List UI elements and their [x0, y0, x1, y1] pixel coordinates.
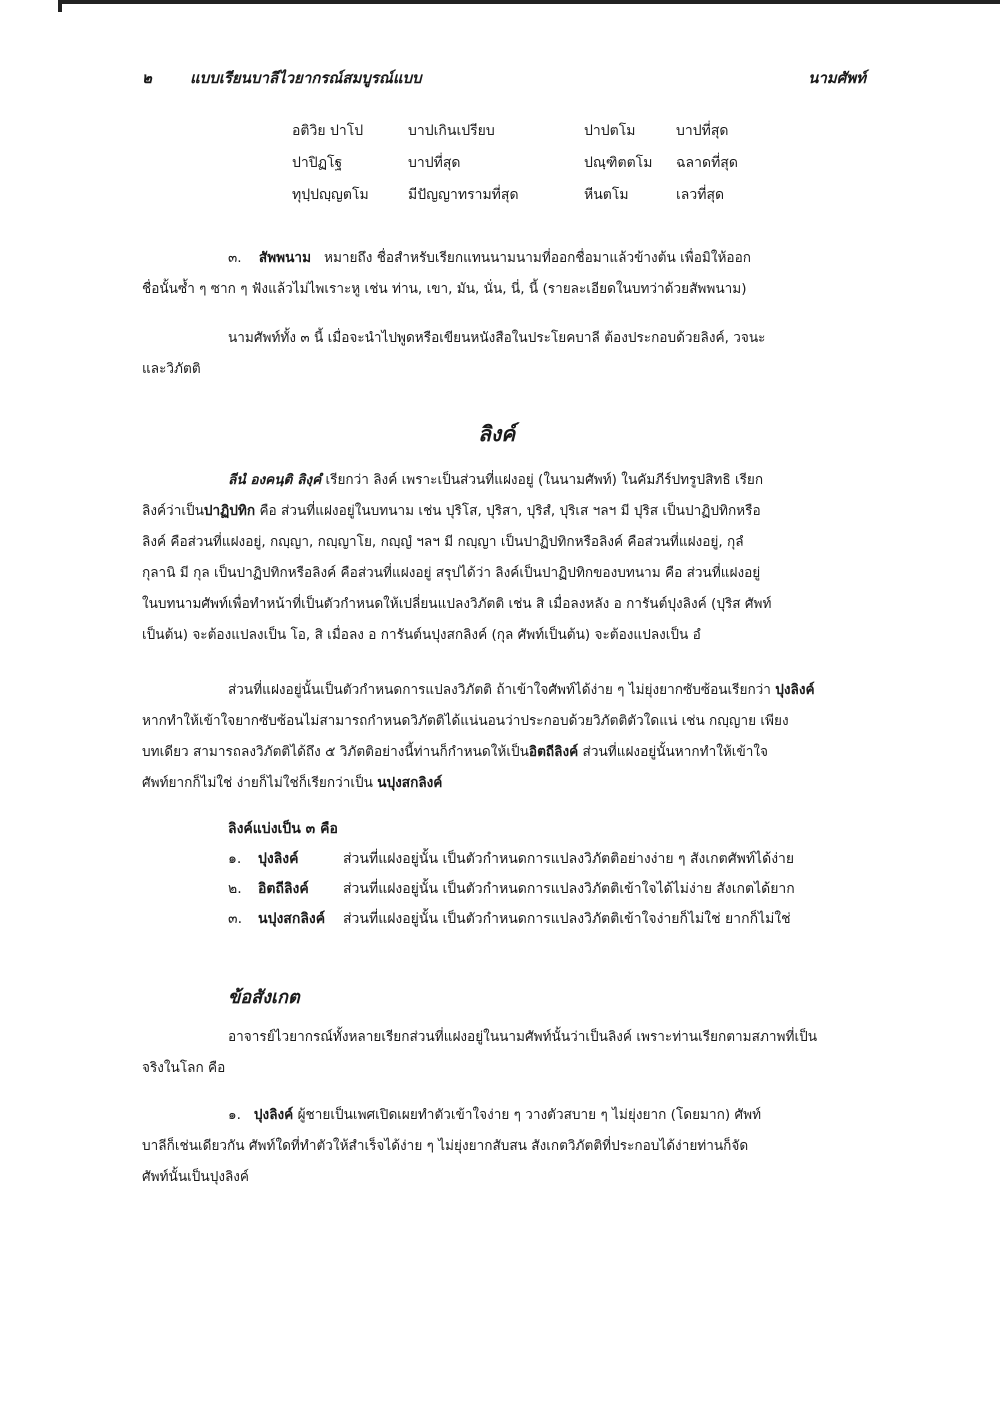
- scan-edge-line: [58, 0, 1000, 4]
- linga-types-text: ส่วนที่แฝงอยู่นั้นหากทำให้เข้าใจ: [578, 744, 768, 760]
- vocab-cell: ปาปตโม: [584, 123, 636, 139]
- vocab-cell: อติวิย ปาโป: [292, 123, 364, 139]
- page-header: [142, 66, 866, 88]
- linga-definition-paragraph: [142, 465, 864, 651]
- vocab-cell: บาปที่สุด: [676, 123, 729, 139]
- list-item-number: ๓.: [228, 911, 243, 927]
- list-item: [228, 878, 868, 908]
- vocab-table: [292, 120, 762, 216]
- linga-list: [228, 848, 868, 938]
- linga-def-line: ลิงค์ คือส่วนที่แฝงอยู่, กญฺญา, กญฺญาโย, กญฺญํ ฯลฯ มี กญฺญา เป็นปาฏิปทิกหรือลิงค์ คือส่วนที่แฝงอยู่, กุลํ: [142, 534, 744, 550]
- punlinga-number: ๑.: [228, 1107, 241, 1123]
- linga-types-text: ส่วนที่แฝงอยู่นั้นเป็นตัวกำหนดการแปลงวิภัตติ ถ้าเข้าใจศัพท์ได้ง่าย ๆ ไม่ยุ่งยากซับซ้อนเรียกว่า: [228, 682, 776, 698]
- linga-def-text: ลิงค์ว่าเป็น: [142, 503, 204, 519]
- observation-line: อาจารย์ไวยากรณ์ทั้งหลายเรียกส่วนที่แฝงอยู่ในนามศัพท์นั้นว่าเป็นลิงค์ เพราะท่านเรียกตามสภาพที่เป็น: [228, 1029, 818, 1045]
- punlinga-paragraph: [142, 1100, 864, 1193]
- itthilinga-term: อิตถีลิงค์: [528, 744, 579, 760]
- list-item-name: นปุงสกลิงค์: [258, 911, 326, 927]
- vocab-row: [292, 152, 762, 184]
- linga-def-text: เรียกว่า ลิงค์ เพราะเป็นส่วนที่แฝงอยู่ (ในนามศัพท์) ในคัมภีร์ปทรูปสิทธิ เรียก: [321, 472, 764, 488]
- summary-paragraph: [142, 323, 864, 385]
- vocab-cell: หีนตโม: [584, 187, 629, 203]
- list-item-number: ๒.: [228, 881, 242, 897]
- observation-line: จริงในโลก คือ: [142, 1060, 226, 1076]
- observation-paragraph: [142, 1022, 864, 1084]
- linga-def-line: เป็นต้น) จะต้องแปลงเป็น โอ, สิ เมื่อลง อ การันต์นปุงสกลิงค์ (กุล ศัพท์เป็นต้น) จะต้องแปลงเป็น อํ: [142, 627, 701, 643]
- punlinga-term: ปุงลิงค์: [775, 682, 815, 698]
- page-number: ๒: [142, 69, 152, 87]
- linga-def-line: กุลานิ มี กุล เป็นปาฏิปทิกหรือลิงค์ คือส่วนที่แฝงอยู่ สรุปได้ว่า ลิงค์เป็นปาฏิปทิกของบทนาม คือ ส่วนที่แฝงอยู่: [142, 565, 761, 581]
- linga-types-text: ศัพท์ยากก็ไม่ใช่ ง่ายก็ไม่ใช่ก็เรียกว่าเป็น: [142, 775, 378, 791]
- list-item-description: ส่วนที่แฝงอยู่นั้น เป็นตัวกำหนดการแปลงวิภัตติเข้าใจง่ายก็ไม่ใช่ ยากก็ไม่ใช่: [343, 911, 791, 927]
- list-item-name: อิตถีลิงค์: [258, 881, 309, 897]
- napumsakalinga-term: นปุงสกลิงค์: [377, 775, 443, 791]
- list-item: [228, 848, 868, 878]
- book-title: แบบเรียนบาลีไวยากรณ์สมบูรณ์แบบ: [190, 69, 422, 87]
- linga-pali-lead: ลีนํ องคนฺติ ลิงฺคํ: [228, 472, 322, 488]
- section-title: นามศัพท์: [808, 69, 866, 87]
- scan-edge-notch: [58, 0, 62, 12]
- observation-heading: ข้อสังเกต: [228, 987, 300, 1008]
- vocab-cell: ฉลาดที่สุด: [676, 155, 738, 171]
- list-item-number: ๑.: [228, 851, 242, 867]
- linga-types-paragraph: [142, 675, 864, 799]
- linga-list-intro: ลิงค์แบ่งเป็น ๓ คือ: [228, 821, 338, 837]
- vocab-row: [292, 184, 762, 216]
- punlinga-text: ผู้ชายเป็นเพศเปิดเผยทำตัวเข้าใจง่าย ๆ วางตัวสบาย ๆ ไม่ยุ่งยาก (โดยมาก) ศัพท์: [293, 1107, 762, 1123]
- sabbanama-number: ๓.: [228, 250, 242, 266]
- summary-line: และวิภัตติ: [142, 361, 201, 377]
- linga-types-line: หากทำให้เข้าใจยากซับซ้อนไม่สามารถกำหนดวิภัตติได้แน่นอนว่าประกอบด้วยวิภัตติตัวใดแน่ เช่น กญฺญาย เพียง: [142, 713, 789, 729]
- summary-line: นามศัพท์ทั้ง ๓ นี้ เมื่อจะนำไปพูดหรือเขียนหนังสือในประโยคบาลี ต้องประกอบด้วยลิงค์, วจนะ: [228, 330, 766, 346]
- list-item-name: ปุงลิงค์: [258, 851, 299, 867]
- sabbanama-paragraph: [142, 243, 864, 305]
- vocab-cell: ปาปิฏโฐ: [292, 155, 343, 171]
- sabbanama-term: สัพพนาม: [258, 250, 312, 266]
- vocab-cell: บาปเกินเปรียบ: [408, 123, 495, 139]
- vocab-cell: เลวที่สุด: [676, 187, 725, 203]
- list-item-description: ส่วนที่แฝงอยู่นั้น เป็นตัวกำหนดการแปลงวิภัตติอย่างง่าย ๆ สังเกตศัพท์ได้ง่าย: [343, 851, 795, 867]
- linga-types-text: บทเดียว สามารถลงวิภัตติได้ถึง ๕ วิภัตติอย่างนี้ท่านก็กำหนดให้เป็น: [142, 744, 529, 760]
- list-item: [228, 908, 868, 938]
- linga-heading: ลิงค์: [478, 422, 516, 446]
- vocab-cell: มีปัญญาทรามที่สุด: [408, 187, 519, 203]
- vocab-cell: บาปที่สุด: [408, 155, 461, 171]
- punlinga-name: ปุงลิงค์: [253, 1107, 294, 1123]
- linga-def-text: คือ ส่วนที่แฝงอยู่ในบทนาม เช่น ปุริโส, ปุริสา, ปุริสํ, ปุริเส ฯลฯ มี ปุริส เป็นปาฏิปทิกหรือ: [255, 503, 761, 519]
- list-item-description: ส่วนที่แฝงอยู่นั้น เป็นตัวกำหนดการแปลงวิภัตติเข้าใจได้ไม่ง่าย สังเกตได้ยาก: [343, 881, 795, 897]
- linga-def-line: ในบทนามศัพท์เพื่อทำหน้าที่เป็นตัวกำหนดให้เปลี่ยนแปลงวิภัตติ เช่น สิ เมื่อลงหลัง อ การันต์ปุงลิงค์ (ปุริส ศัพท์: [142, 596, 772, 612]
- sabbanama-line: ชื่อนั้นซ้ำ ๆ ซาก ๆ ฟังแล้วไม่ไพเราะหู เช่น ท่าน, เขา, มัน, นั่น, นี่, นี้ (รายละเอียดในบทว่าด้วยสัพพนาม): [142, 281, 747, 297]
- punlinga-line: บาลีก็เช่นเดียวกัน ศัพท์ใดที่ทำตัวให้สำเร็จได้ง่าย ๆ ไม่ยุ่งยากสับสน สังเกตวิภัตติที่ประกอบได้ง่ายท่านก็จัด: [142, 1138, 749, 1154]
- sabbanama-definition: หมายถึง ชื่อสำหรับเรียกแทนนามนามที่ออกชื่อมาแล้วข้างต้น เพื่อมิให้ออก: [324, 250, 751, 266]
- vocab-cell: ทุปฺปญฺญตโม: [292, 187, 369, 203]
- patipadika-term: ปาฏิปทิก: [203, 503, 256, 519]
- vocab-cell: ปณฺฑิตตโม: [584, 155, 653, 171]
- vocab-row: [292, 120, 762, 152]
- punlinga-line: ศัพท์นั้นเป็นปุงลิงค์: [142, 1169, 250, 1185]
